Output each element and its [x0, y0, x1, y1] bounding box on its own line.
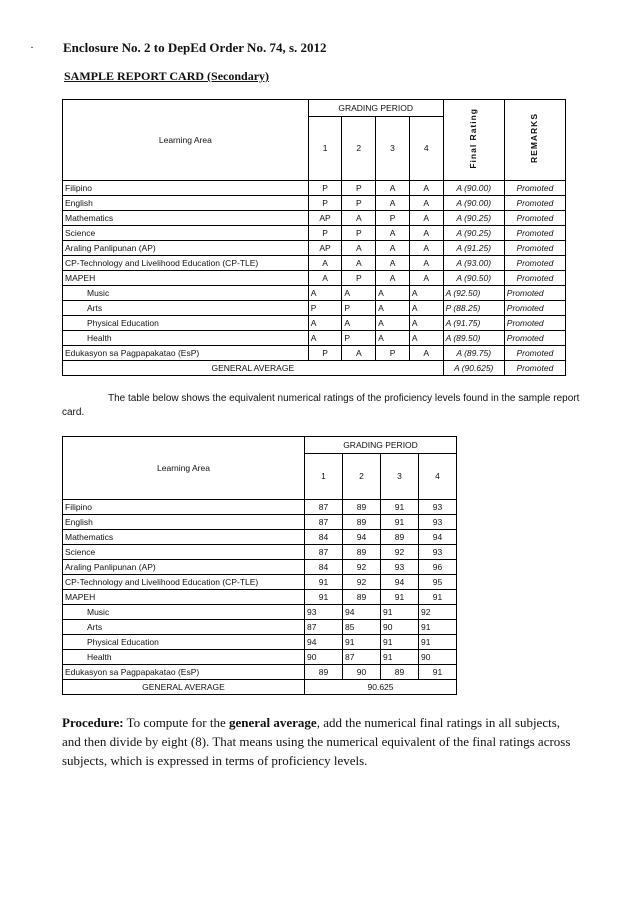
grade-cell: A	[308, 286, 342, 301]
general-average-value: 90.625	[305, 680, 457, 695]
grade-cell: A	[409, 331, 443, 346]
grade-cell: P	[308, 196, 342, 211]
table-row	[63, 530, 457, 545]
grade-cell: A	[409, 256, 443, 271]
grade-cell: 91	[381, 500, 419, 515]
table-row	[63, 226, 566, 241]
grade-cell: 89	[343, 500, 381, 515]
grade-cell: P	[342, 196, 376, 211]
table-row	[63, 256, 566, 271]
grade-cell: A	[409, 286, 443, 301]
table-row	[63, 500, 457, 515]
grade-cell: AP	[308, 211, 342, 226]
grading-period-header: GRADING PERIOD	[308, 100, 443, 117]
remarks-cell: Promoted	[504, 226, 565, 241]
grade-cell: A	[409, 211, 443, 226]
remarks-cell: Promoted	[504, 331, 565, 346]
grade-cell: 92	[343, 560, 381, 575]
learning-area-cell: Mathematics	[63, 530, 305, 545]
period-header: 3	[376, 117, 410, 181]
enclosure-heading: Enclosure No. 2 to DepEd Order No. 74, s. 2012	[63, 40, 327, 55]
grade-cell: 92	[381, 545, 419, 560]
table-row	[63, 286, 566, 301]
grade-cell: A	[376, 241, 410, 256]
grade-cell: 92	[419, 605, 457, 620]
grade-cell: A	[342, 286, 376, 301]
bullet-mark: ·	[30, 40, 34, 54]
grade-cell: 94	[305, 635, 343, 650]
learning-area-cell: CP-Technology and Livelihood Education (CP-TLE)	[63, 256, 309, 271]
grade-cell: 89	[381, 665, 419, 680]
grade-cell: 95	[419, 575, 457, 590]
learning-area-cell: English	[63, 196, 309, 211]
final-rating-cell: A (91.25)	[443, 241, 504, 256]
grade-cell: A	[342, 211, 376, 226]
grade-cell: 93	[419, 545, 457, 560]
table-row	[63, 560, 457, 575]
grade-cell: 91	[381, 605, 419, 620]
grade-cell: A	[376, 226, 410, 241]
grade-cell: 91	[381, 635, 419, 650]
grade-cell: 85	[343, 620, 381, 635]
grade-cell: A	[376, 316, 410, 331]
table-row	[63, 545, 457, 560]
grade-cell: P	[342, 181, 376, 196]
learning-area-cell: Filipino	[63, 500, 305, 515]
general-average-label: GENERAL AVERAGE	[63, 361, 444, 376]
report-card-title: SAMPLE REPORT CARD (Secondary)	[64, 69, 270, 83]
grade-cell: A	[308, 331, 342, 346]
remarks-cell: Promoted	[504, 286, 565, 301]
final-rating-cell: A (90.25)	[443, 211, 504, 226]
grade-cell: 91	[419, 665, 457, 680]
grade-cell: 94	[343, 530, 381, 545]
table-row	[63, 665, 457, 680]
grade-cell: 91	[419, 590, 457, 605]
remarks-cell: Promoted	[504, 346, 565, 361]
grade-cell: 91	[305, 590, 343, 605]
grade-cell: 90	[343, 665, 381, 680]
grading-period-header: GRADING PERIOD	[305, 437, 457, 454]
table-row	[63, 211, 566, 226]
grade-cell: 91	[419, 620, 457, 635]
procedure-bold: general average	[228, 715, 317, 730]
remarks-cell: Promoted	[504, 196, 565, 211]
learning-area-cell: CP-Technology and Livelihood Education (CP-TLE)	[63, 575, 305, 590]
table-row	[63, 196, 566, 211]
grade-cell: A	[376, 286, 410, 301]
learning-area-cell: Mathematics	[63, 211, 309, 226]
grade-cell: P	[308, 181, 342, 196]
grade-cell: 90	[381, 620, 419, 635]
grade-cell: A	[376, 196, 410, 211]
grade-cell: 89	[343, 545, 381, 560]
grade-cell: 91	[381, 590, 419, 605]
procedure-text-1: To compute for the	[123, 715, 229, 730]
final-rating-cell: A (89.50)	[443, 331, 504, 346]
grade-cell: P	[308, 346, 342, 361]
table-row	[63, 316, 566, 331]
general-average-final: A (90.625)	[443, 361, 504, 376]
grade-cell: P	[376, 211, 410, 226]
grade-cell: 90	[419, 650, 457, 665]
learning-area-cell: Music	[63, 286, 309, 301]
grade-cell: 87	[305, 545, 343, 560]
grade-cell: 96	[419, 560, 457, 575]
grade-cell: A	[376, 271, 410, 286]
grade-cell: 87	[305, 515, 343, 530]
grade-cell: P	[376, 346, 410, 361]
learning-area-cell: Arts	[63, 620, 305, 635]
grade-cell: P	[308, 226, 342, 241]
final-rating-cell: A (90.00)	[443, 181, 504, 196]
grade-cell: 91	[305, 575, 343, 590]
learning-area-cell: Science	[63, 545, 305, 560]
learning-area-cell: MAPEH	[63, 590, 305, 605]
learning-area-cell: MAPEH	[63, 271, 309, 286]
period-header: 4	[419, 454, 457, 500]
grade-cell: A	[308, 256, 342, 271]
final-rating-cell: A (92.50)	[443, 286, 504, 301]
grade-cell: A	[376, 331, 410, 346]
remarks-cell: Promoted	[504, 241, 565, 256]
grade-cell: A	[409, 226, 443, 241]
table-row	[63, 181, 566, 196]
table-row	[63, 575, 457, 590]
grade-cell: 91	[381, 650, 419, 665]
learning-area-header: Learning Area	[63, 437, 305, 500]
learning-area-cell: Health	[63, 331, 309, 346]
grade-cell: A	[409, 181, 443, 196]
table-row	[63, 301, 566, 316]
period-header: 1	[308, 117, 342, 181]
grade-cell: 84	[305, 530, 343, 545]
final-rating-cell: A (89.75)	[443, 346, 504, 361]
grade-cell: 93	[419, 515, 457, 530]
grade-cell: 91	[419, 635, 457, 650]
grade-cell: P	[342, 226, 376, 241]
intro-paragraph: The table below shows the equivalent numerical ratings of the proficiency levels found in the sample report card.	[62, 393, 580, 418]
learning-area-cell: Health	[63, 650, 305, 665]
grade-cell: A	[409, 241, 443, 256]
final-rating-cell: A (93.00)	[443, 256, 504, 271]
table-row	[63, 650, 457, 665]
remarks-cell: Promoted	[504, 256, 565, 271]
period-header: 3	[381, 454, 419, 500]
remarks-header: REMARKS	[504, 100, 565, 181]
learning-area-cell: Physical Education	[63, 635, 305, 650]
grade-cell: 87	[305, 620, 343, 635]
grade-cell: A	[308, 316, 342, 331]
grade-cell: A	[409, 301, 443, 316]
period-header: 4	[409, 117, 443, 181]
grade-cell: A	[409, 346, 443, 361]
learning-area-cell: Edukasyon sa Pagpapakatao (EsP)	[63, 665, 305, 680]
grade-cell: A	[409, 271, 443, 286]
period-header: 2	[343, 454, 381, 500]
numerical-ratings-table	[62, 436, 457, 695]
table-row	[63, 241, 566, 256]
period-header: 2	[342, 117, 376, 181]
learning-area-cell: Music	[63, 605, 305, 620]
grade-cell: 93	[381, 560, 419, 575]
final-rating-cell: A (90.25)	[443, 226, 504, 241]
learning-area-header: Learning Area	[63, 100, 309, 181]
table-row	[63, 271, 566, 286]
table-row	[63, 605, 457, 620]
learning-area-cell: Araling Panlipunan (AP)	[63, 241, 309, 256]
grade-cell: 89	[343, 590, 381, 605]
learning-area-cell: Filipino	[63, 181, 309, 196]
grade-cell: A	[376, 301, 410, 316]
final-rating-cell: A (90.00)	[443, 196, 504, 211]
grade-cell: 89	[305, 665, 343, 680]
grade-cell: A	[376, 181, 410, 196]
learning-area-cell: Arts	[63, 301, 309, 316]
grade-cell: 90	[305, 650, 343, 665]
remarks-cell: Promoted	[504, 271, 565, 286]
report-card-table	[62, 99, 566, 376]
grade-cell: 87	[305, 500, 343, 515]
grade-cell: A	[342, 346, 376, 361]
grade-cell: A	[409, 196, 443, 211]
period-header: 1	[305, 454, 343, 500]
table-row	[63, 620, 457, 635]
grade-cell: 84	[305, 560, 343, 575]
grade-cell: 89	[381, 530, 419, 545]
procedure-paragraph	[62, 713, 577, 770]
table-row	[63, 635, 457, 650]
grade-cell: A	[342, 241, 376, 256]
table-row	[63, 590, 457, 605]
final-rating-cell: A (91.75)	[443, 316, 504, 331]
final-rating-header: Final Rating	[443, 100, 504, 181]
general-average-remarks: Promoted	[504, 361, 565, 376]
grade-cell: A	[409, 316, 443, 331]
procedure-label: Procedure:	[62, 715, 124, 730]
grade-cell: AP	[308, 241, 342, 256]
grade-cell: 93	[305, 605, 343, 620]
grade-cell: 94	[381, 575, 419, 590]
grade-cell: 94	[419, 530, 457, 545]
grade-cell: 93	[419, 500, 457, 515]
grade-cell: 91	[381, 515, 419, 530]
grade-cell: A	[376, 256, 410, 271]
final-rating-cell: P (88.25)	[443, 301, 504, 316]
learning-area-cell: Edukasyon sa Pagpapakatao (EsP)	[63, 346, 309, 361]
grade-cell: 92	[343, 575, 381, 590]
grade-cell: A	[308, 271, 342, 286]
remarks-cell: Promoted	[504, 301, 565, 316]
grade-cell: A	[342, 316, 376, 331]
table-row	[63, 346, 566, 361]
table-row	[63, 515, 457, 530]
final-rating-cell: A (90.50)	[443, 271, 504, 286]
grade-cell: P	[342, 331, 376, 346]
learning-area-cell: Physical Education	[63, 316, 309, 331]
general-average-label: GENERAL AVERAGE	[63, 680, 305, 695]
remarks-cell: Promoted	[504, 181, 565, 196]
table-row	[63, 331, 566, 346]
grade-cell: P	[342, 271, 376, 286]
procedure-text-2: , add the numerical final ratings in all subjects, and then divide by eight (8). That means using the numerical equivalent of the final ratings across subjects, which is expressed in terms of proficiency levels.	[62, 715, 571, 768]
grade-cell: A	[342, 256, 376, 271]
grade-cell: 87	[343, 650, 381, 665]
grade-cell: 89	[343, 515, 381, 530]
grade-cell: P	[342, 301, 376, 316]
grade-cell: 94	[343, 605, 381, 620]
remarks-cell: Promoted	[504, 316, 565, 331]
learning-area-cell: English	[63, 515, 305, 530]
learning-area-cell: Science	[63, 226, 309, 241]
grade-cell: P	[308, 301, 342, 316]
grade-cell: 91	[343, 635, 381, 650]
learning-area-cell: Araling Panlipunan (AP)	[63, 560, 305, 575]
remarks-cell: Promoted	[504, 211, 565, 226]
